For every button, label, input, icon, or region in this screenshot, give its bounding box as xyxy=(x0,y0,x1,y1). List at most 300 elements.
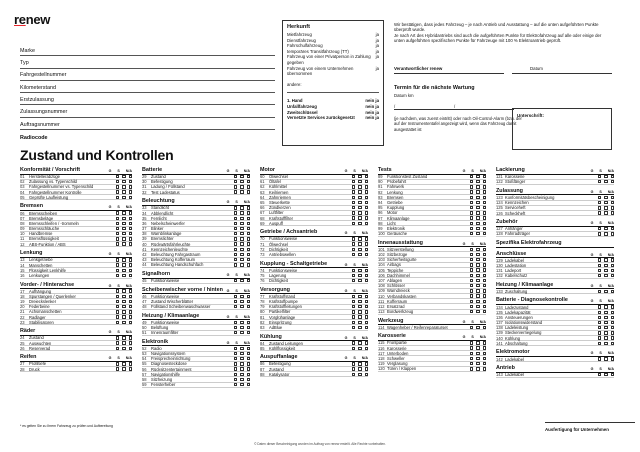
checkbox[interactable] xyxy=(240,300,243,303)
checkbox[interactable] xyxy=(611,258,614,261)
checkbox[interactable] xyxy=(129,175,132,178)
checkbox[interactable] xyxy=(483,274,486,277)
checkbox[interactable] xyxy=(604,326,607,329)
checkbox[interactable] xyxy=(476,258,479,261)
checkbox[interactable] xyxy=(611,316,614,319)
checkbox[interactable] xyxy=(483,362,486,365)
checkbox[interactable] xyxy=(604,232,607,235)
checkbox[interactable] xyxy=(470,201,473,204)
checkbox[interactable] xyxy=(122,295,125,298)
herkunft-row[interactable] xyxy=(287,54,379,65)
checkbox[interactable] xyxy=(240,222,243,225)
checkbox[interactable] xyxy=(352,196,355,199)
checkbox[interactable] xyxy=(470,216,473,219)
checkbox[interactable] xyxy=(365,237,368,240)
checkbox[interactable] xyxy=(352,190,355,193)
vehicle-field[interactable] xyxy=(20,56,275,68)
checkbox[interactable] xyxy=(352,279,355,282)
checkbox[interactable] xyxy=(234,185,237,188)
checkbox[interactable] xyxy=(476,268,479,271)
checkbox[interactable] xyxy=(129,222,132,225)
vehicle-field[interactable] xyxy=(20,93,275,105)
checkbox[interactable] xyxy=(604,211,607,214)
checkbox[interactable] xyxy=(352,180,355,183)
checkbox[interactable] xyxy=(365,315,368,318)
checkbox[interactable] xyxy=(122,341,125,344)
checkbox[interactable] xyxy=(470,300,473,303)
checkbox[interactable] xyxy=(476,326,479,329)
checkbox[interactable] xyxy=(129,227,132,230)
checkbox[interactable] xyxy=(247,175,250,178)
checkbox[interactable] xyxy=(604,274,607,277)
checkbox[interactable] xyxy=(116,175,119,178)
checkbox[interactable] xyxy=(122,190,125,193)
checkbox[interactable] xyxy=(129,274,132,277)
checkbox[interactable] xyxy=(240,305,243,308)
checkbox[interactable] xyxy=(604,336,607,339)
checkbox[interactable] xyxy=(365,373,368,376)
checkbox[interactable] xyxy=(240,242,243,245)
checkbox[interactable] xyxy=(240,237,243,240)
checkbox[interactable] xyxy=(358,248,361,251)
checkbox[interactable] xyxy=(129,289,132,292)
checkbox[interactable] xyxy=(483,305,486,308)
checkbox[interactable] xyxy=(470,268,473,271)
checkbox[interactable] xyxy=(122,300,125,303)
checkbox[interactable] xyxy=(365,216,368,219)
checkbox[interactable] xyxy=(240,295,243,298)
checkbox[interactable] xyxy=(240,190,243,193)
checkbox[interactable] xyxy=(470,357,473,360)
checkbox[interactable] xyxy=(483,227,486,230)
checkbox[interactable] xyxy=(611,336,614,339)
checkbox[interactable] xyxy=(129,269,132,272)
checkbox[interactable] xyxy=(604,321,607,324)
checkbox[interactable] xyxy=(122,196,125,199)
checkbox[interactable] xyxy=(116,321,119,324)
checkbox[interactable] xyxy=(358,253,361,256)
checkbox[interactable] xyxy=(240,367,243,370)
checkbox[interactable] xyxy=(247,237,250,240)
checkbox[interactable] xyxy=(611,331,614,334)
checkbox[interactable] xyxy=(476,274,479,277)
checkbox[interactable] xyxy=(598,264,601,267)
checkbox[interactable] xyxy=(358,211,361,214)
checkbox[interactable] xyxy=(234,232,237,235)
checkbox[interactable] xyxy=(129,217,132,220)
checkbox[interactable] xyxy=(116,367,119,370)
unterschrift-box[interactable]: Unterschrift: xyxy=(512,108,612,150)
checkbox[interactable] xyxy=(129,347,132,350)
checkbox[interactable] xyxy=(470,206,473,209)
vehicle-field[interactable] xyxy=(20,105,275,117)
checkbox[interactable] xyxy=(476,216,479,219)
checkbox[interactable] xyxy=(598,211,601,214)
checkbox[interactable] xyxy=(234,180,237,183)
checkbox[interactable] xyxy=(358,242,361,245)
checkbox[interactable] xyxy=(611,326,614,329)
checkbox[interactable] xyxy=(483,211,486,214)
checkbox[interactable] xyxy=(116,295,119,298)
checkbox[interactable] xyxy=(611,201,614,204)
checkbox[interactable] xyxy=(470,362,473,365)
checkbox[interactable] xyxy=(604,201,607,204)
checkbox[interactable] xyxy=(470,263,473,266)
checkbox[interactable] xyxy=(240,227,243,230)
checkbox[interactable] xyxy=(122,310,125,313)
checkbox[interactable] xyxy=(116,263,119,266)
checkbox[interactable] xyxy=(483,284,486,287)
verantwortlicher-line[interactable] xyxy=(394,73,504,74)
datum-line[interactable] xyxy=(512,73,612,74)
checkbox[interactable] xyxy=(352,326,355,329)
checkbox[interactable] xyxy=(234,383,237,386)
checkbox[interactable] xyxy=(122,289,125,292)
checkbox[interactable] xyxy=(129,321,132,324)
checkbox[interactable] xyxy=(483,279,486,282)
checkbox[interactable] xyxy=(240,206,243,209)
checkbox[interactable] xyxy=(476,185,479,188)
checkbox[interactable] xyxy=(611,269,614,272)
checkbox[interactable] xyxy=(365,347,368,350)
checkbox[interactable] xyxy=(483,300,486,303)
checkbox[interactable] xyxy=(604,290,607,293)
checkbox[interactable] xyxy=(365,196,368,199)
checkbox[interactable] xyxy=(352,300,355,303)
checkbox[interactable] xyxy=(611,305,614,308)
checkbox[interactable] xyxy=(352,321,355,324)
checkbox[interactable] xyxy=(352,269,355,272)
checkbox[interactable] xyxy=(122,269,125,272)
checkbox[interactable] xyxy=(358,295,361,298)
checkbox[interactable] xyxy=(358,196,361,199)
checkbox[interactable] xyxy=(129,362,132,365)
checkbox[interactable] xyxy=(476,201,479,204)
checkbox[interactable] xyxy=(240,185,243,188)
checkbox[interactable] xyxy=(365,341,368,344)
checkbox[interactable] xyxy=(598,232,601,235)
checkbox[interactable] xyxy=(247,367,250,370)
checkbox[interactable] xyxy=(247,347,250,350)
checkbox[interactable] xyxy=(247,217,250,220)
checkbox[interactable] xyxy=(365,362,368,365)
checkbox[interactable] xyxy=(483,357,486,360)
checkbox[interactable] xyxy=(598,269,601,272)
checkbox[interactable] xyxy=(122,263,125,266)
checkbox[interactable] xyxy=(358,180,361,183)
checkbox[interactable] xyxy=(598,357,601,360)
checkbox[interactable] xyxy=(129,295,132,298)
checkbox[interactable] xyxy=(240,321,243,324)
checkbox[interactable] xyxy=(483,190,486,193)
checkbox[interactable] xyxy=(247,185,250,188)
checkbox[interactable] xyxy=(598,342,601,345)
checkbox[interactable] xyxy=(247,248,250,251)
checkbox[interactable] xyxy=(122,222,125,225)
checkbox[interactable] xyxy=(234,373,237,376)
checkbox[interactable] xyxy=(129,315,132,318)
checkbox[interactable] xyxy=(247,300,250,303)
checkbox[interactable] xyxy=(352,362,355,365)
checkbox[interactable] xyxy=(247,305,250,308)
checkbox[interactable] xyxy=(476,305,479,308)
checkbox[interactable] xyxy=(604,342,607,345)
checkbox[interactable] xyxy=(240,279,243,282)
checkbox[interactable] xyxy=(122,237,125,240)
checkbox[interactable] xyxy=(611,180,614,183)
checkbox[interactable] xyxy=(476,253,479,256)
checkbox[interactable] xyxy=(129,185,132,188)
checkbox[interactable] xyxy=(122,274,125,277)
checkbox[interactable] xyxy=(129,242,132,245)
radiocode-field[interactable] xyxy=(20,130,275,142)
checkbox[interactable] xyxy=(234,295,237,298)
checkbox[interactable] xyxy=(352,305,355,308)
checkbox[interactable] xyxy=(240,258,243,261)
checkbox[interactable] xyxy=(240,331,243,334)
checkbox[interactable] xyxy=(476,362,479,365)
checkbox[interactable] xyxy=(116,196,119,199)
checkbox[interactable] xyxy=(234,357,237,360)
checkbox[interactable] xyxy=(483,216,486,219)
checkbox[interactable] xyxy=(365,222,368,225)
checkbox[interactable] xyxy=(116,300,119,303)
checkbox[interactable] xyxy=(598,316,601,319)
checkbox[interactable] xyxy=(122,175,125,178)
checkbox[interactable] xyxy=(234,362,237,365)
checkbox[interactable] xyxy=(358,310,361,313)
checkbox[interactable] xyxy=(483,294,486,297)
vehicle-field[interactable] xyxy=(20,44,275,56)
checkbox[interactable] xyxy=(352,242,355,245)
checkbox[interactable] xyxy=(476,279,479,282)
checkbox[interactable] xyxy=(483,180,486,183)
checkbox[interactable] xyxy=(598,290,601,293)
checkbox[interactable] xyxy=(365,175,368,178)
checkbox[interactable] xyxy=(116,315,119,318)
checkbox[interactable] xyxy=(483,248,486,251)
checkbox[interactable] xyxy=(365,367,368,370)
checkbox[interactable] xyxy=(470,175,473,178)
vehicle-field[interactable] xyxy=(20,81,275,93)
checkbox[interactable] xyxy=(604,269,607,272)
checkbox[interactable] xyxy=(611,321,614,324)
checkbox[interactable] xyxy=(247,362,250,365)
checkbox[interactable] xyxy=(611,264,614,267)
checkbox[interactable] xyxy=(483,196,486,199)
checkbox[interactable] xyxy=(352,347,355,350)
checkbox[interactable] xyxy=(240,217,243,220)
checkbox[interactable] xyxy=(234,378,237,381)
checkbox[interactable] xyxy=(247,373,250,376)
checkbox[interactable] xyxy=(352,274,355,277)
checkbox[interactable] xyxy=(611,274,614,277)
checkbox[interactable] xyxy=(234,263,237,266)
checkbox[interactable] xyxy=(240,378,243,381)
checkbox[interactable] xyxy=(476,284,479,287)
checkbox[interactable] xyxy=(470,185,473,188)
checkbox[interactable] xyxy=(352,367,355,370)
checkbox[interactable] xyxy=(598,180,601,183)
checkbox[interactable] xyxy=(476,232,479,235)
checkbox[interactable] xyxy=(358,279,361,282)
checkbox[interactable] xyxy=(358,347,361,350)
checkbox[interactable] xyxy=(116,336,119,339)
checkbox[interactable] xyxy=(240,383,243,386)
checkbox[interactable] xyxy=(116,242,119,245)
checkbox[interactable] xyxy=(365,300,368,303)
checkbox[interactable] xyxy=(358,305,361,308)
checkbox[interactable] xyxy=(476,310,479,313)
checkbox[interactable] xyxy=(476,196,479,199)
checkbox[interactable] xyxy=(129,211,132,214)
checkbox[interactable] xyxy=(240,373,243,376)
checkbox[interactable] xyxy=(611,232,614,235)
checkbox[interactable] xyxy=(240,362,243,365)
checkbox[interactable] xyxy=(470,352,473,355)
checkbox[interactable] xyxy=(604,331,607,334)
checkbox[interactable] xyxy=(116,258,119,261)
checkbox[interactable] xyxy=(476,352,479,355)
checkbox[interactable] xyxy=(247,180,250,183)
checkbox[interactable] xyxy=(611,211,614,214)
checkbox[interactable] xyxy=(358,185,361,188)
herkunft-bold-row[interactable] xyxy=(287,115,379,121)
checkbox[interactable] xyxy=(116,362,119,365)
checkbox[interactable] xyxy=(122,336,125,339)
checkbox[interactable] xyxy=(476,341,479,344)
checkbox[interactable] xyxy=(129,367,132,370)
checkbox[interactable] xyxy=(358,201,361,204)
checkbox[interactable] xyxy=(476,206,479,209)
checkbox[interactable] xyxy=(604,206,607,209)
checkbox[interactable] xyxy=(129,310,132,313)
checkbox[interactable] xyxy=(365,190,368,193)
checkbox[interactable] xyxy=(247,263,250,266)
checkbox[interactable] xyxy=(358,362,361,365)
checkbox[interactable] xyxy=(116,341,119,344)
checkbox[interactable] xyxy=(483,175,486,178)
checkbox[interactable] xyxy=(129,190,132,193)
checkbox[interactable] xyxy=(598,326,601,329)
checkbox[interactable] xyxy=(598,196,601,199)
checkbox[interactable] xyxy=(247,378,250,381)
checkbox[interactable] xyxy=(365,269,368,272)
checkbox[interactable] xyxy=(247,331,250,334)
checkbox[interactable] xyxy=(122,217,125,220)
checkbox[interactable] xyxy=(476,248,479,251)
checkbox[interactable] xyxy=(116,217,119,220)
checkbox[interactable] xyxy=(240,352,243,355)
checkbox[interactable] xyxy=(122,242,125,245)
checkbox[interactable] xyxy=(352,175,355,178)
checkbox[interactable] xyxy=(247,383,250,386)
checkbox[interactable] xyxy=(352,295,355,298)
checkbox[interactable] xyxy=(240,180,243,183)
checkbox[interactable] xyxy=(598,305,601,308)
checkbox[interactable] xyxy=(234,352,237,355)
checkbox[interactable] xyxy=(247,295,250,298)
checkbox[interactable] xyxy=(234,279,237,282)
checkbox[interactable] xyxy=(470,289,473,292)
checkbox[interactable] xyxy=(483,201,486,204)
checkbox[interactable] xyxy=(234,305,237,308)
checkbox[interactable] xyxy=(365,253,368,256)
checkbox[interactable] xyxy=(470,258,473,261)
checkbox[interactable] xyxy=(611,196,614,199)
checkbox[interactable] xyxy=(358,237,361,240)
vehicle-field[interactable] xyxy=(20,69,275,81)
checkbox[interactable] xyxy=(598,206,601,209)
checkbox[interactable] xyxy=(365,279,368,282)
checkbox[interactable] xyxy=(234,248,237,251)
checkbox[interactable] xyxy=(470,190,473,193)
termin-date-line[interactable]: / / xyxy=(394,104,514,110)
checkbox[interactable] xyxy=(352,310,355,313)
checkbox[interactable] xyxy=(476,180,479,183)
checkbox[interactable] xyxy=(604,311,607,314)
checkbox[interactable] xyxy=(598,227,601,230)
checkbox[interactable] xyxy=(240,263,243,266)
checkbox[interactable] xyxy=(234,326,237,329)
checkbox[interactable] xyxy=(470,326,473,329)
checkbox[interactable] xyxy=(247,321,250,324)
checkbox[interactable] xyxy=(234,331,237,334)
checkbox[interactable] xyxy=(604,258,607,261)
checkbox[interactable] xyxy=(352,315,355,318)
checkbox[interactable] xyxy=(234,227,237,230)
checkbox[interactable] xyxy=(116,347,119,350)
checkbox[interactable] xyxy=(598,331,601,334)
checkbox[interactable] xyxy=(470,346,473,349)
checkbox[interactable] xyxy=(129,180,132,183)
checkbox[interactable] xyxy=(116,269,119,272)
checkbox[interactable] xyxy=(122,211,125,214)
checkbox[interactable] xyxy=(598,274,601,277)
checkbox[interactable] xyxy=(365,310,368,313)
checkbox[interactable] xyxy=(116,190,119,193)
checkbox[interactable] xyxy=(122,315,125,318)
checkbox[interactable] xyxy=(470,227,473,230)
checkbox[interactable] xyxy=(358,269,361,272)
checkbox[interactable] xyxy=(358,315,361,318)
checkbox[interactable] xyxy=(352,211,355,214)
checkbox[interactable] xyxy=(352,237,355,240)
checkbox[interactable] xyxy=(598,373,601,376)
andere-field[interactable]: andere: xyxy=(287,81,302,87)
checkbox[interactable] xyxy=(598,258,601,261)
checkbox[interactable] xyxy=(365,185,368,188)
checkbox[interactable] xyxy=(358,206,361,209)
checkbox[interactable] xyxy=(129,341,132,344)
checkbox[interactable] xyxy=(352,206,355,209)
checkbox[interactable] xyxy=(483,341,486,344)
checkbox[interactable] xyxy=(122,232,125,235)
checkbox[interactable] xyxy=(483,289,486,292)
checkbox[interactable] xyxy=(352,216,355,219)
checkbox[interactable] xyxy=(122,347,125,350)
checkbox[interactable] xyxy=(604,373,607,376)
checkbox[interactable] xyxy=(611,175,614,178)
checkbox[interactable] xyxy=(240,347,243,350)
checkbox[interactable] xyxy=(358,222,361,225)
checkbox[interactable] xyxy=(122,185,125,188)
checkbox[interactable] xyxy=(483,310,486,313)
checkbox[interactable] xyxy=(604,316,607,319)
checkbox[interactable] xyxy=(483,185,486,188)
checkbox[interactable] xyxy=(483,326,486,329)
checkbox[interactable] xyxy=(365,206,368,209)
